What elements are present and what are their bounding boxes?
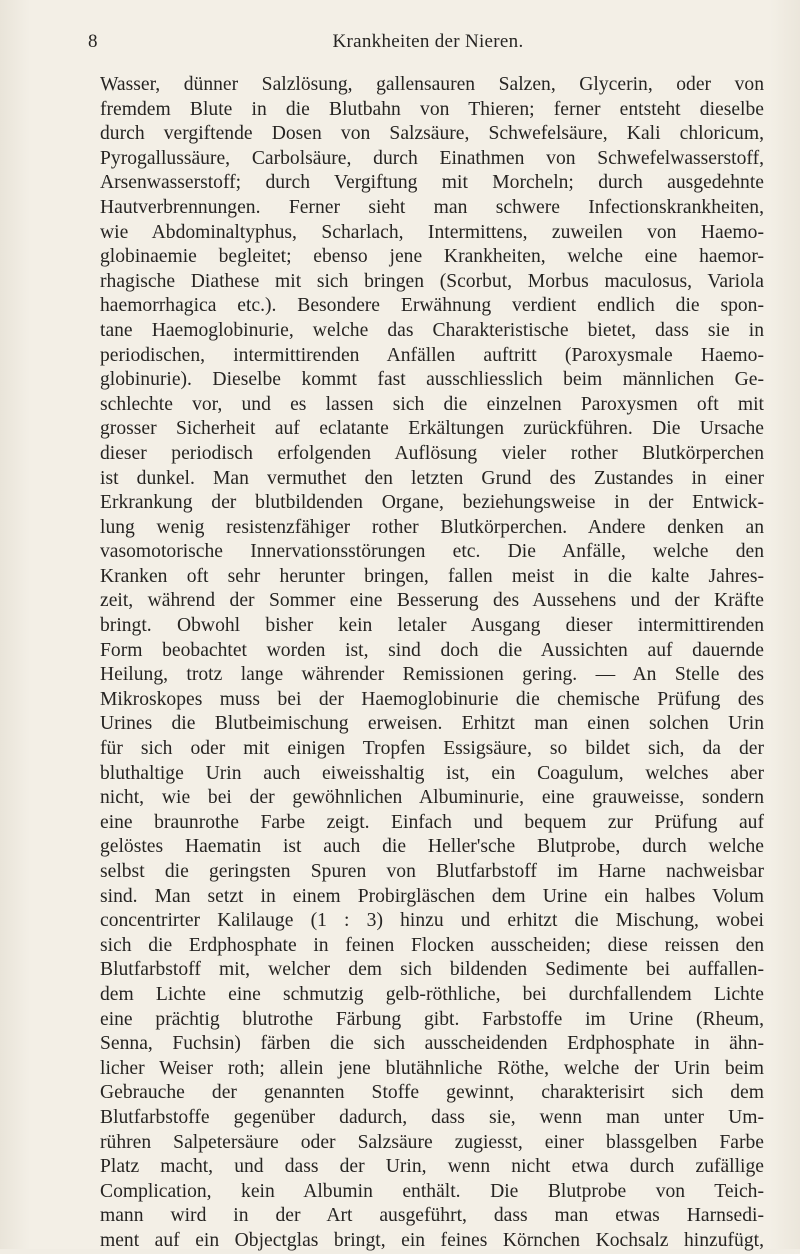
text-line: Urines die Blutbeimischung erweisen. Erhitzt man einen solchen Urin — [100, 713, 764, 735]
text-line: ment auf ein Objectglas bringt, ein feines Körnchen Kochsalz hinzufügt, — [100, 1229, 764, 1251]
text-line: Complication, kein Albumin enthält. Die Blutprobe von Teich- — [100, 1180, 764, 1202]
text-line: dieser periodisch erfolgenden Auflösung vieler rother Blutkörperchen — [100, 442, 764, 464]
text-line: Blutfarbstoff mit, welcher dem sich bildenden Sedimente bei auffallen- — [100, 959, 764, 981]
text-line: Mikroskopes muss bei der Haemoglobinurie die chemische Prüfung des — [100, 688, 764, 710]
text-line: lung wenig resistenzfähiger rother Blutkörperchen. Andere denken an — [100, 516, 764, 538]
text-line: Pyrogallussäure, Carbolsäure, durch Einathmen von Schwefelwasserstoff, — [100, 147, 764, 169]
text-line: selbst die geringsten Spuren von Blutfarbstoff im Harne nachweisbar — [100, 861, 764, 882]
text-line: ist dunkel. Man vermuthet den letzten Grund des Zustandes in einer — [100, 467, 764, 489]
text-line: sind. Man setzt in einem Probirgläschen dem Urine ein halbes Volum — [100, 885, 764, 907]
text-line: eine braunrothe Farbe zeigt. Einfach und bequem zur Prüfung auf — [100, 811, 764, 833]
text-line: concentrirter Kalilauge (1 : 3) hinzu und erhitzt die Mischung, wobei — [100, 910, 764, 932]
body-text — [100, 73, 764, 1254]
text-line: eine prächtig blutrothe Färbung gibt. Farbstoffe im Urine (Rheum, — [100, 1008, 764, 1030]
text-line: Wasser, dünner Salzlösung, gallensauren Salzen, Glycerin, oder von — [100, 74, 764, 95]
text-line: Arsenwasserstoff; durch Vergiftung mit Morcheln; durch ausgedehnte — [100, 172, 764, 194]
text-line: globinaemie begleitet; ebenso jene Krankheiten, welche eine haemor- — [100, 246, 764, 268]
text-line: gelöstes Haematin ist auch die Heller'sche Blutprobe, durch welche — [100, 836, 764, 858]
text-line: rühren Salpetersäure oder Salzsäure zugiesst, einer blassgelben Farbe — [100, 1131, 764, 1153]
text-line: Hautverbrennungen. Ferner sieht man schwere Infectionskrankheiten, — [100, 196, 764, 218]
text-line: nicht, wie bei der gewöhnlichen Albuminurie, eine grauweisse, sondern — [100, 787, 764, 809]
text-line: grosser Sicherheit auf eclatante Erkältungen zurückführen. Die Ursache — [100, 418, 764, 440]
text-line: Gebrauche der genannten Stoffe gewinnt, charakterisirt sich dem — [100, 1082, 764, 1104]
text-line: licher Weiser roth; allein jene blutähnliche Röthe, welche der Urin beim — [100, 1057, 764, 1079]
text-line: durch vergiftende Dosen von Salzsäure, Schwefelsäure, Kali chloricum, — [100, 123, 764, 145]
text-line: periodischen, intermittirenden Anfällen auftritt (Paroxysmale Haemo- — [100, 344, 764, 366]
text-line: Blutfarbstoffe gegenüber dadurch, dass sie, wenn man unter Um- — [100, 1106, 764, 1128]
text-line: tane Haemoglobinurie, welche das Charakteristische bietet, dass sie in — [100, 319, 764, 341]
text-line: Heilung, trotz lange währender Remissionen gering. — An Stelle des — [100, 664, 764, 686]
text-line: zeit, während der Sommer eine Besserung des Aussehens und der Kräfte — [100, 590, 764, 612]
text-line: Form beobachtet worden ist, sind doch die Aussichten auf dauernde — [100, 639, 764, 661]
page-header — [88, 30, 768, 54]
page-number: 8 — [88, 31, 98, 52]
text-line: sich die Erdphosphate in feinen Flocken ausscheiden; diese reissen den — [100, 934, 764, 956]
text-line: Kranken oft sehr herunter bringen, fallen meist in die kalte Jahres- — [100, 565, 764, 587]
text-line: für sich oder mit einigen Tropfen Essigsäure, so bildet sich, da der — [100, 738, 764, 760]
text-line: haemorrhagica etc.). Besondere Erwähnung verdient endlich die spon- — [100, 295, 764, 317]
text-line: bluthaltige Urin auch eiweisshaltig ist, ein Coagulum, welches aber — [100, 762, 764, 784]
text-line: wie Abdominaltyphus, Scharlach, Intermittens, zuweilen von Haemo- — [100, 221, 764, 243]
text-line: fremdem Blute in die Blutbahn von Thieren; ferner entsteht dieselbe — [100, 98, 764, 120]
text-line: Platz macht, und dass der Urin, wenn nicht etwa durch zufällige — [100, 1156, 764, 1178]
text-line: dem Lichte eine schmutzig gelb-röthliche, bei durchfallendem Lichte — [100, 983, 764, 1005]
text-line: Erkrankung der blutbildenden Organe, beziehungsweise in der Entwick- — [100, 492, 764, 514]
text-line: schlechte vor, und es lassen sich die einzelnen Paroxysmen oft mit — [100, 393, 764, 415]
text-line: mann wird in der Art ausgeführt, dass man etwas Harnsedi- — [100, 1205, 764, 1227]
text-line: globinurie). Dieselbe kommt fast ausschliesslich beim männlichen Ge- — [100, 369, 764, 391]
text-line: vasomotorische Innervationsstörungen etc. Die Anfälle, welche den — [100, 541, 764, 563]
running-title: Krankheiten der Nieren. — [332, 31, 524, 52]
text-line: rhagische Diathese mit sich bringen (Scorbut, Morbus maculosus, Variola — [100, 270, 764, 292]
text-line: bringt. Obwohl bisher kein letaler Ausgang dieser intermittirenden — [100, 615, 764, 637]
text-line: Senna, Fuchsin) färben die sich ausscheidenden Erdphosphate in ähn- — [100, 1033, 764, 1055]
